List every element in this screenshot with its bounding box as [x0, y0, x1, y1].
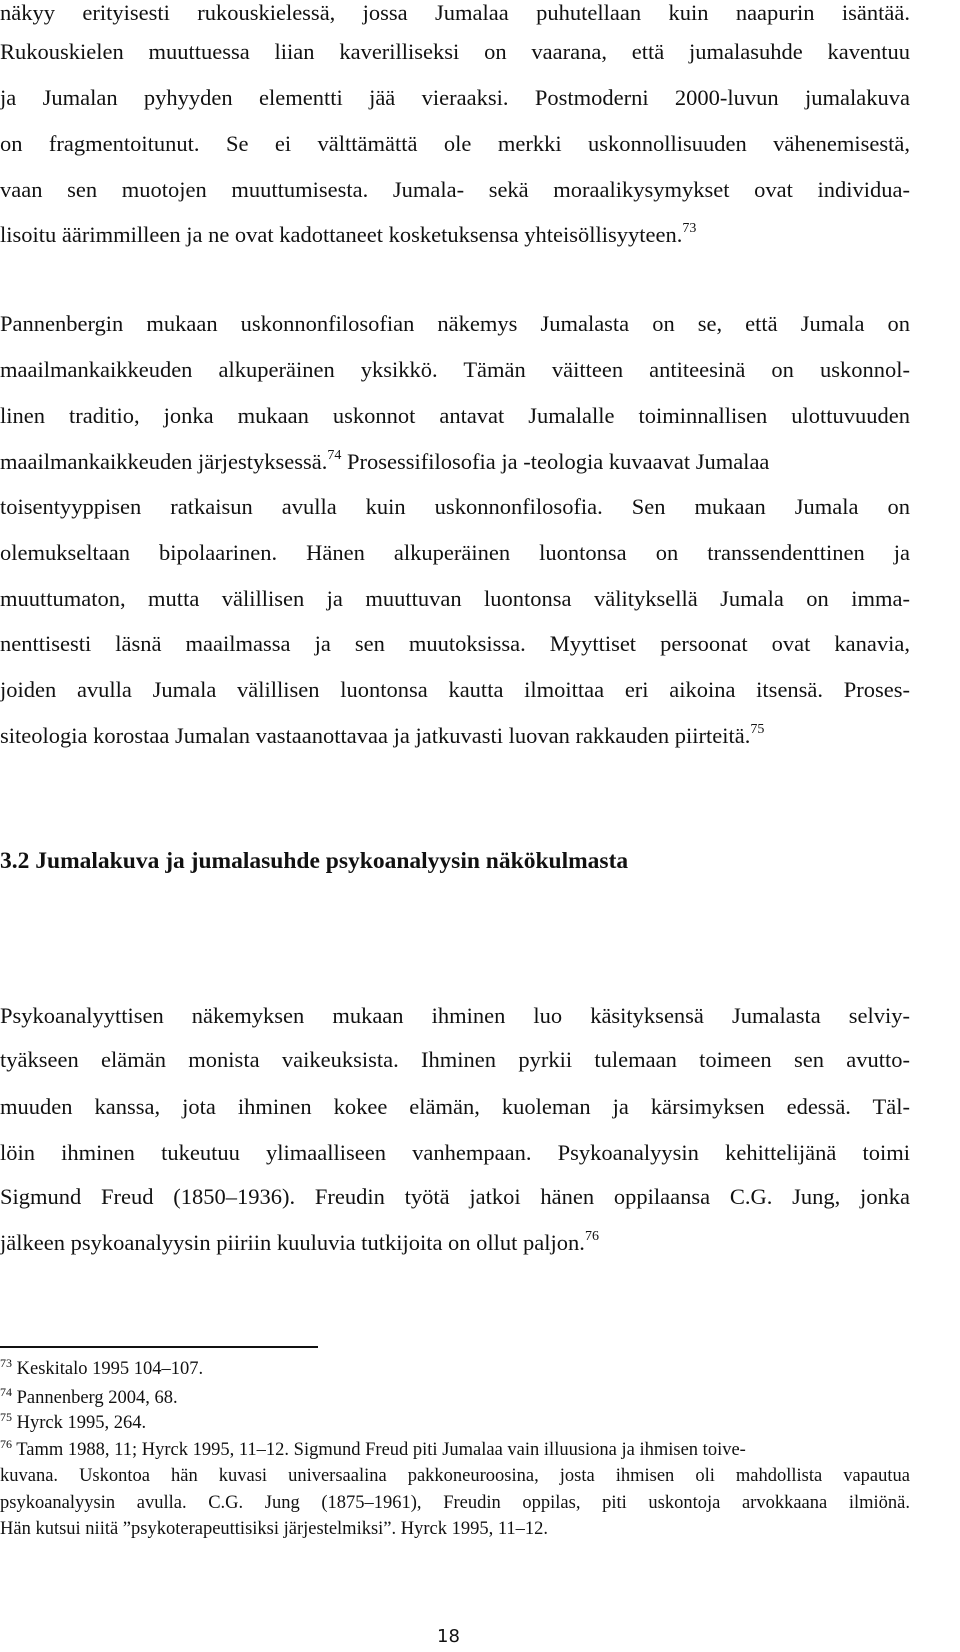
- footnote: [0, 1410, 147, 1434]
- footnote-continuation: Hän kutsui niitä ”psykoterapeuttisiksi järjestelmiksi”. Hyrck 1995, 11–12.: [0, 1519, 549, 1539]
- body-line: ja Jumalan pyhyyden elementti jää vieraaksi. Postmoderni 2000-luvun jumalakuva: [0, 85, 910, 110]
- body-line: muuden kanssa, jota ihminen kokee elämän, kuoleman ja kärsimyksen edessä. Täl-: [0, 1094, 910, 1119]
- body-line: [0, 1230, 599, 1256]
- footnote-text: Hyrck 1995, 264.: [16, 1413, 147, 1433]
- section-heading: 3.2 Jumalakuva ja jumalasuhde psykoanalyysin näkökulmasta: [0, 848, 629, 874]
- footnote-number: 74: [0, 1385, 12, 1399]
- footnote-text: Tamm 1988, 11; Hyrck 1995, 11–12. Sigmund Freud piti Jumalaa vain illuusiona ja ihmisen toive-: [16, 1440, 746, 1460]
- body-line: tyäkseen elämän monista vaikeuksista. Ihminen pyrkii tulemaan toimeen sen avutto-: [0, 1047, 910, 1072]
- body-line: olemukseltaan bipolaarinen. Hänen alkuperäinen luontonsa on transsendenttinen ja: [0, 540, 910, 565]
- footnote-ref[interactable]: 75: [750, 722, 765, 737]
- footnote-ref[interactable]: 74: [327, 448, 342, 463]
- body-line: linen traditio, jonka mukaan uskonnot antavat Jumalalle toiminnallisen ulottuvuuden: [0, 403, 910, 428]
- footnote-ref[interactable]: 76: [584, 1229, 599, 1244]
- body-line: muuttumaton, mutta välillisen ja muuttuvan luontonsa välityksellä Jumala on imma-: [0, 586, 910, 611]
- body-line-text: siteologia korostaa Jumalan vastaanottavaa ja jatkuvasti luovan rakkauden piirteitä.: [0, 723, 751, 748]
- page-number: 18: [437, 1626, 460, 1647]
- footnote: [0, 1437, 910, 1461]
- footnote: [0, 1356, 204, 1380]
- footnote-text: Pannenberg 2004, 68.: [16, 1388, 178, 1408]
- body-line: löin ihminen tukeutuu ylimaalliseen vanhempaan. Psykoanalyysin kehittelijänä toimi: [0, 1140, 910, 1165]
- body-line-text: maailmankaikkeuden järjestyksessä.: [0, 449, 328, 474]
- body-line: Sigmund Freud (1850–1936). Freudin työtä jatkoi hänen oppilaansa C.G. Jung, jonka: [0, 1184, 910, 1209]
- body-line: vaan sen muotojen muuttumisesta. Jumala- sekä moraalikysymykset ovat individua-: [0, 177, 910, 202]
- footnote-continuation: kuvana. Uskontoa hän kuvasi universaalina pakkoneuroosina, josta ihmisen oli mahdollista vapautua: [0, 1466, 910, 1486]
- body-line: [0, 222, 696, 248]
- footnote-separator: [0, 1346, 318, 1348]
- footnote-text: Keskitalo 1995 104–107.: [16, 1359, 204, 1379]
- body-line-text: jälkeen psykoanalyysin piiriin kuuluvia tutkijoita on ollut paljon.: [0, 1230, 585, 1255]
- body-line: Pannenbergin mukaan uskonnonfilosofian näkemys Jumalasta on se, että Jumala on: [0, 311, 910, 336]
- footnote-continuation: psykoanalyysin avulla. C.G. Jung (1875–1961), Freudin oppilas, piti uskontoja arvokkaana ilmiönä.: [0, 1493, 910, 1513]
- footnote-number: 75: [0, 1410, 12, 1424]
- body-line: nenttisesti läsnä maailmassa ja sen muutoksissa. Myyttiset persoonat ovat kanavia,: [0, 631, 910, 656]
- body-line: Rukouskielen muuttuessa liian kaverilliseksi on vaarana, että jumalasuhde kaventuu: [0, 39, 910, 64]
- body-line: on fragmentoitunut. Se ei välttämättä ole merkki uskonnollisuuden vähenemisestä,: [0, 131, 910, 156]
- body-line-text: lisoitu äärimmilleen ja ne ovat kadottaneet kosketuksensa yhteisöllisyyteen.: [0, 222, 683, 247]
- footnote: [0, 1385, 178, 1409]
- footnote-number: 73: [0, 1356, 12, 1370]
- body-line: Psykoanalyyttisen näkemyksen mukaan ihminen luo käsityksensä Jumalasta selviy-: [0, 1003, 910, 1028]
- body-line: [0, 449, 910, 475]
- body-line: näkyy erityisesti rukouskielessä, jossa Jumalaa puhutellaan kuin naapurin isäntää.: [0, 0, 910, 25]
- body-line: toisentyyppisen ratkaisun avulla kuin uskonnonfilosofia. Sen mukaan Jumala on: [0, 494, 910, 519]
- body-line: joiden avulla Jumala välillisen luontonsa kautta ilmoittaa eri aikoina itsensä. Proses-: [0, 677, 910, 702]
- body-line: maailmankaikkeuden alkuperäinen yksikkö. Tämän väitteen antiteesinä on uskonnol-: [0, 357, 910, 382]
- footnote-ref[interactable]: 73: [682, 221, 697, 236]
- footnote-number: 76: [0, 1437, 12, 1451]
- body-line-text: Prosessifilosofia ja -teologia kuvaavat Jumalaa: [341, 449, 770, 474]
- body-line: [0, 723, 764, 749]
